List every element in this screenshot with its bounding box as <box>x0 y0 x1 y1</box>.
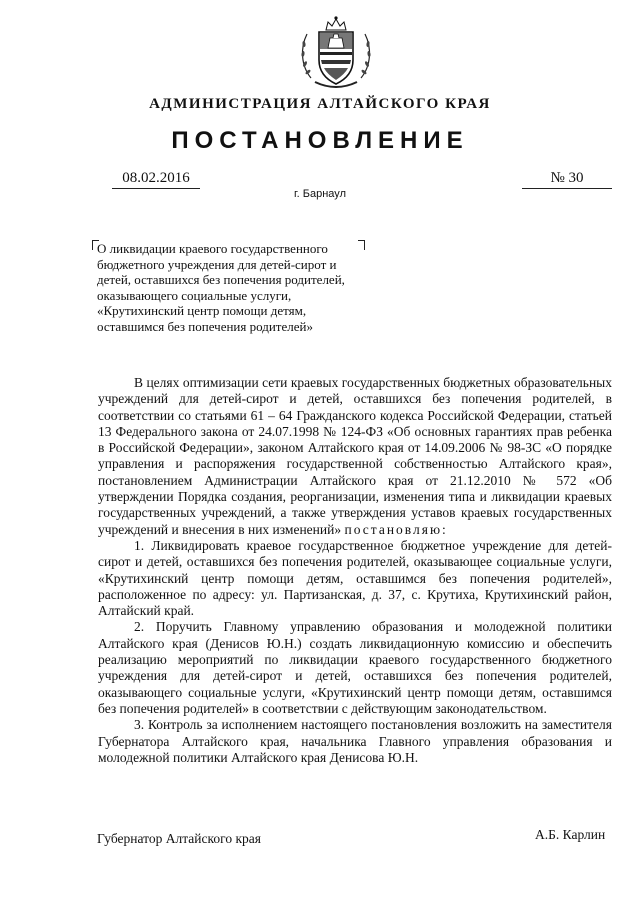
document-body <box>98 375 612 766</box>
signatory-name: А.Б. Карлин <box>535 827 606 842</box>
organization-name: АДМИНИСТРАЦИЯ АЛТАЙСКОГО КРАЯ <box>149 96 491 112</box>
item-1-paragraph: 1. Ликвидировать краевое государственное бюджетное учреждение для детей-сирот и детей, оставшихся без попечения родителей, оказывающее социальные услуги, «Крутихинский центр помощи детям, оставшимся без попечения родителей», расположенное по адресу: ул. Партизанская, д. 37, с. Крутиха, Крутихинский район, Алтайский край. <box>98 537 612 619</box>
resolve-word: постановляю: <box>344 521 448 537</box>
item-2-paragraph: 2. Поручить Главному управлению образования и молодежной политики Алтайского края (Денисов Ю.Н.) создать ликвидационную комиссию и обеспечить реализацию мероприятий по ликвидации краевого государственного бюджетного учреждения для детей-сирот и детей, оставшихся без попечения родителей, оказывающего социальные услуги, «Крутихинский центр помощи детям, оставшимся без попечения родителей» в соответствии с действующим законодательством. <box>98 619 612 716</box>
preamble-paragraph <box>98 375 612 538</box>
preamble-text: В целях оптимизации сети краевых государственных бюджетных образовательных учреждений для детей-сирот и детей, оставшихся без попечения родителей, в соответствии со статьями 61 – 64 Гражданского кодекса Российской Федерации, статьей 13 Федерального закона от 24.07.1998 № 124-ФЗ «Об основных гарантиях прав ребенка в Российской Федерации», законом Алтайского края от 14.09.2006 № 98-ЗС «О порядке управления и распоряжения государственной собственностью Алтайского края», постановлением Администрации Алтайского края от 21.12.2010 № 572 «Об утверждении Порядка создания, реорганизации, изменения типа и ликвидации краевых государственных учреждений, а также утверждения уставов краевых государственных учреждений и внесения в них изменений» <box>98 375 612 537</box>
document-type: ПОСТАНОВЛЕНИЕ <box>171 127 469 154</box>
document-date: 08.02.2016 <box>112 170 200 189</box>
item-3-paragraph: 3. Контроль за исполнением настоящего постановления возложить на заместителя Губернатора Алтайского края, начальника Главного управления образования и молодежной политики Алтайского края Денисова Ю.Н. <box>98 717 612 765</box>
document-number: № 30 <box>522 170 612 189</box>
altai-krai-coat-of-arms-icon <box>295 14 377 96</box>
document-subject: О ликвидации краевого государственного бюджетного учреждения для детей-сирот и детей, оставшихся без попечения родителей, оказывающего социальные услуги, «Крутихинский центр помощи детям, оставшимся без попечения родителей» <box>97 241 345 334</box>
signatory-title: Губернатор Алтайского края <box>97 831 261 846</box>
document-city: г. Барнаул <box>294 188 346 200</box>
